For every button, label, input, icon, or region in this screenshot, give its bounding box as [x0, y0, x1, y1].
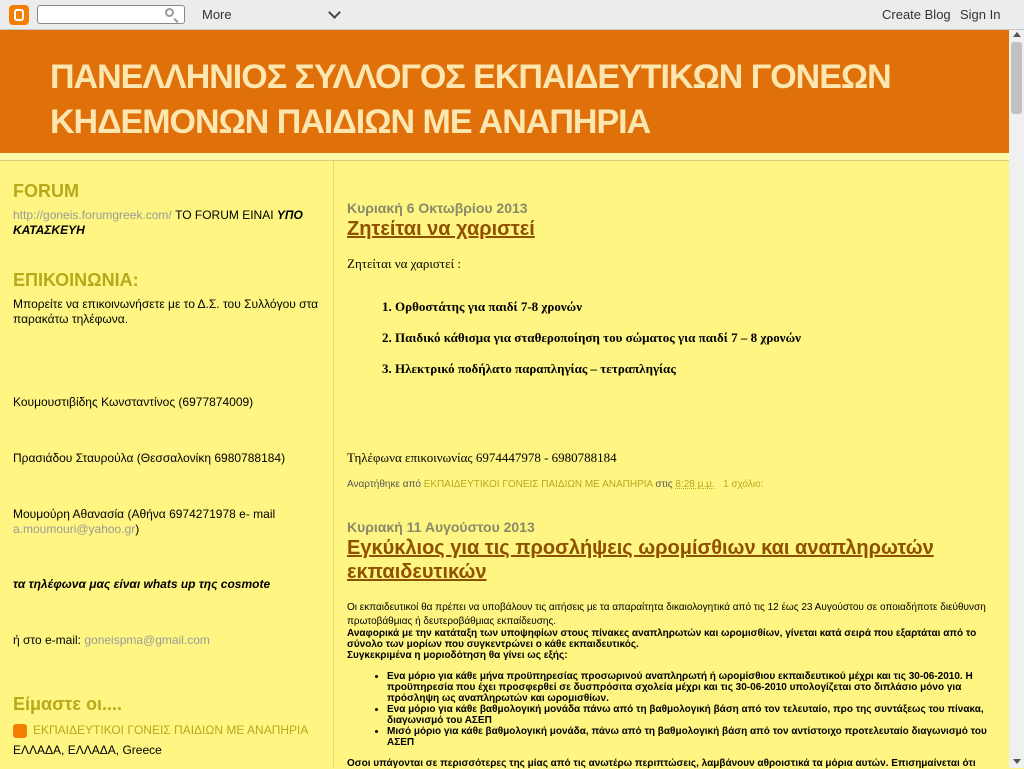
post-comments-link[interactable]: 1 σχόλιο:	[723, 479, 764, 490]
post-2-para-3: Συγκεκριμένα η μοριοδότηση θα γίνει ως εξής:	[347, 650, 568, 661]
forum-heading: FORUM	[13, 181, 79, 201]
about-heading: Είμαστε οι....	[13, 694, 122, 714]
more-menu-label[interactable]: More	[202, 7, 232, 22]
email-link[interactable]: goneispma@gmail.com	[84, 633, 210, 647]
chevron-down-icon[interactable]	[328, 6, 341, 19]
post-1-phones: Τηλέφωνα επικοινωνίας 6974447978 - 6980788184	[347, 450, 617, 465]
search-icon[interactable]	[165, 8, 174, 17]
list-item: • Ενα μόριο για κάθε βαθμολογική μονάδα πάνω από τη βαθμολογική βάση από τον τελευταίο, προ της συντάξεως του πίνακα, διαγωνισμό του ΑΣΕΠ	[387, 704, 997, 726]
post-footer-posted: Αναρτήθηκε από	[347, 479, 424, 490]
email-line	[13, 633, 323, 648]
main-content	[347, 161, 997, 768]
post-1-intro: Ζητείται να χαριστεί :	[347, 256, 461, 271]
post-author-link[interactable]: ΕΚΠΑΙΔΕΥΤΙΚΟΙ ΓΟΝΕΙΣ ΠΑΙΔΙΩΝ ΜΕ ΑΝΑΠΗΡΙΑ	[423, 479, 653, 490]
list-item: 1. Ορθοστάτης για παιδί 7-8 χρονών	[395, 299, 801, 330]
post-1-footer	[347, 479, 764, 490]
blogger-profile-icon	[13, 724, 27, 738]
contact-intro: Μπορείτε να επικοινωνήσετε με το Δ.Σ. του Συλλόγου στα παρακάτω τηλέφωνα.	[13, 297, 319, 326]
forum-block	[13, 208, 323, 238]
post-2-title[interactable]: Εγκύκλιος για τις προσλήψεις ωρομίσθιων και αναπληρωτών εκπαιδευτικών	[347, 537, 934, 583]
post-2-para-2: Αναφορικά με την κατάταξη των υποψηφίων στους πίνακες αναπληρωτών και ωρομισθίων, γίνεται κατά σειρά που εξαρτάται από το σύνολο των μορίων που συγκεντρώνει ο κάθε εκπαιδευτικός.	[347, 628, 977, 650]
about-location: ΕΛΛΑΔΑ, ΕΛΛΑΔΑ, Greece	[13, 743, 162, 757]
contact-person-3-text: Μουμούρη Αθανασία (Αθήνα 6974271978 e- mail	[13, 507, 276, 521]
scrollbar-thumb[interactable]	[1011, 42, 1022, 114]
scroll-down-icon[interactable]	[1013, 759, 1021, 764]
list-item: 2. Παιδικό κάθισμα για σταθεροποίηση του σώματος για παιδί 7 – 8 χρονών	[395, 330, 801, 361]
post-2-para-1: Οι εκπαιδευτικοί θα πρέπει να υποβάλουν τις αιτήσεις με τα απαραίτητα δικαιολογητικά από τις 12 έως 23 Αυγούστου σε οποιαδήποτε διεύθυνση πρωτοβάθμιας ή δευτεροβάθμιας εκπαίδευσης.	[347, 602, 986, 627]
blog-header	[0, 30, 1009, 154]
sidebar	[0, 161, 334, 768]
email-prefix: ή στο e-mail:	[13, 633, 85, 647]
list-item: 3. Ηλεκτρικό ποδήλατο παραπληγίας – τετραπληγίας	[395, 361, 801, 392]
forum-status: ΥΠΟ ΚΑΤΑΣΚΕΥΗ	[13, 208, 303, 237]
list-item: • Μισό μόριο για κάθε βαθμολογική μονάδα, πάνω από τη βαθμολογική βάση από τον αντίστοιχο προτελευταίο διαγωνισμό του ΑΣΕΠ	[387, 726, 997, 748]
header-divider	[0, 153, 1009, 161]
post-2-date: Κυριακή 11 Αυγούστου 2013	[347, 519, 535, 535]
post-time-link[interactable]: 8:28 μ.μ.	[675, 479, 715, 490]
scroll-up-icon[interactable]	[1013, 32, 1021, 37]
blog-title[interactable]: ΠΑΝΕΛΛΗΝΙΟΣ ΣΥΛΛΟΓΟΣ ΕΚΠΑΙΔΕΥΤΙΚΩΝ ΓΟΝΕΩΝ ΚΗΔΕΜΟΝΩΝ ΠΑΙΔΙΩΝ ΜΕ ΑΝΑΠΗΡΙΑ	[50, 58, 891, 141]
search-input[interactable]	[37, 5, 185, 24]
post-footer-at: στις	[652, 479, 676, 490]
sign-in-link[interactable]: Sign In	[960, 7, 1001, 22]
contact-person-1: Κουμουστιβίδης Κωνσταντίνος (6977874009)	[13, 395, 254, 409]
about-profile-link[interactable]: ΕΚΠΑΙΔΕΥΤΙΚΟΙ ΓΟΝΕΙΣ ΠΑΙΔΙΩΝ ΜΕ ΑΝΑΠΗΡΙΑ	[33, 723, 309, 737]
forum-text: ΤΟ FORUM ΕΙΝΑΙ	[171, 208, 277, 222]
contact-person-3	[13, 507, 323, 537]
contact-person-3-end: )	[135, 522, 140, 536]
contact-person-2: Πρασιάδου Σταυρούλα (Θεσσαλονίκη 6980788184)	[13, 451, 286, 465]
list-item: • Ενα μόριο για κάθε μήνα προϋπηρεσίας προσωρινού αναπληρωτή ή ωρομίσθιου εκπαιδευτικού μέχρι και τις 30-06-2010. Η προϋπηρεσία που έχει προσφερθεί σε δυσπρόσιτα σχολεία μέχρι και τις 30-06-2010 υπολογίζεται στο διπλάσιο μόνο για πρόσληψη ως αναπληρωτών και ωρομισθίων.	[387, 671, 997, 704]
post-2-bullets	[347, 671, 997, 748]
post-2-para-4: Οσοι υπάγονται σε περισσότερες της μίας από τις ανωτέρω περιπτώσεις, λαμβάνουν αθροιστικά τα μόρια αυτών. Επισημαίνεται ότι	[347, 758, 976, 769]
post-1-list	[347, 299, 801, 392]
contact-heading: ΕΠΙΚΟΙΝΩΝΙΑ:	[13, 270, 139, 290]
blogger-logo-icon[interactable]	[9, 5, 29, 25]
page-scrollbar[interactable]	[1009, 30, 1024, 768]
post-1-date: Κυριακή 6 Οκτωβρίου 2013	[347, 200, 528, 216]
create-blog-link[interactable]: Create Blog	[882, 7, 951, 22]
forum-link[interactable]: http://goneis.forumgreek.com/	[13, 208, 172, 222]
blogger-navbar	[0, 0, 1024, 30]
whatsapp-note: τα τηλέφωνα μας είναι whats up της cosmote	[13, 577, 271, 591]
contact-email-link[interactable]: a.moumouri@yahoo.gr	[13, 522, 136, 536]
post-1-title[interactable]: Ζητείται να χαριστεί	[347, 218, 535, 240]
